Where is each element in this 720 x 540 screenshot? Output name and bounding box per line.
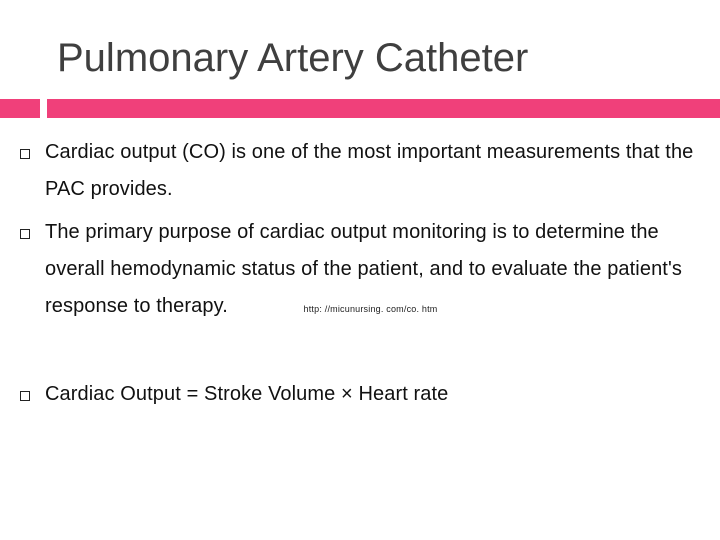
bullet-item-co-formula [20,376,700,413]
title-accent-bar-left [0,99,40,118]
square-bullet-icon [20,391,30,401]
bullet-text: The primary purpose of cardiac output monitoring is to determine the overall hemodynamic status of the patient, and to evaluate the patient's response to therapy. [45,221,682,317]
title-accent-bar-right [47,99,720,118]
bullet-text: Cardiac output (CO) is one of the most important measurements that the PAC provides. [45,141,694,200]
bullet-item-co-importance [20,134,700,208]
source-link[interactable]: http: //micunursing. com/co. htm [303,304,438,314]
square-bullet-icon [20,229,30,239]
bullet-text-with-source [45,214,700,328]
slide-title: Pulmonary Artery Catheter [57,36,529,80]
square-bullet-icon [20,149,30,159]
bullet-item-co-purpose [20,214,700,328]
bullet-text: Cardiac Output = Stroke Volume × Heart rate [45,383,449,405]
